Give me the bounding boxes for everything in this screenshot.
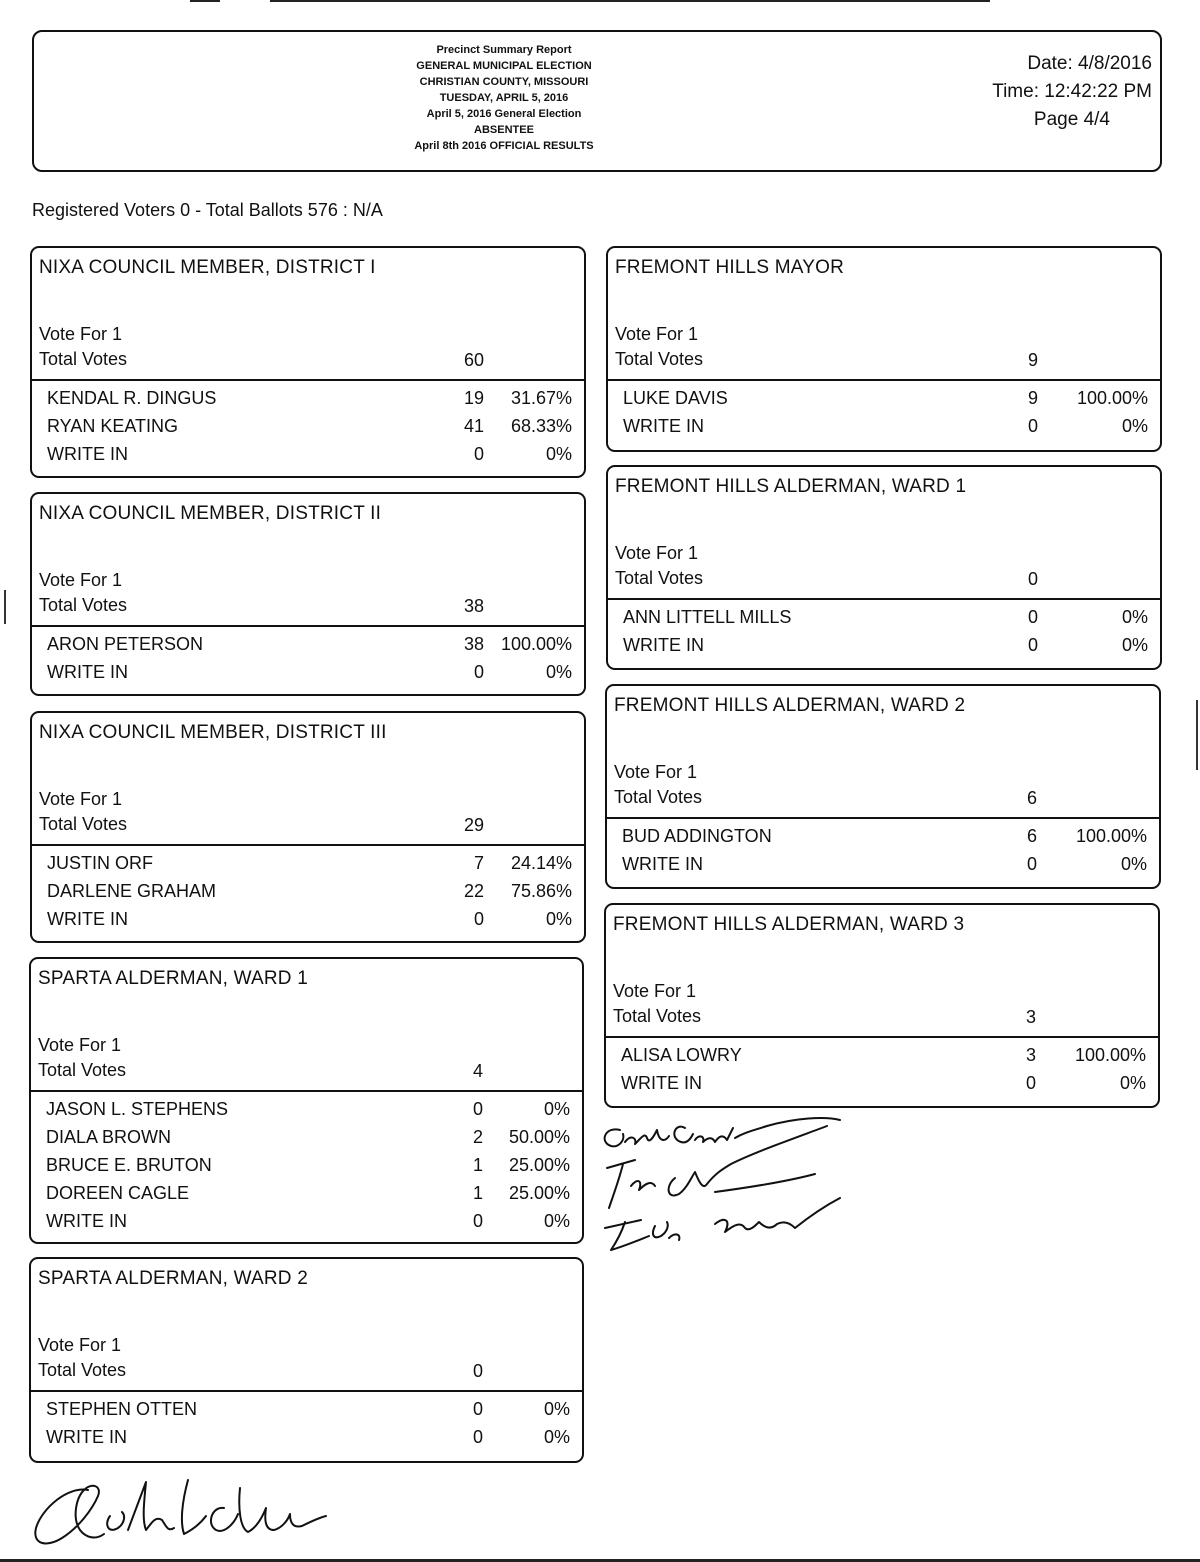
candidate-name: DARLENE GRAHAM: [47, 881, 217, 901]
candidate-percent: 75.86%: [510, 881, 572, 901]
race-title: FREMONT HILLS ALDERMAN, WARD 1: [615, 476, 967, 497]
candidate-name: WRITE IN: [47, 444, 128, 464]
candidate-votes: 0: [472, 1099, 483, 1119]
page-edge-mark: [190, 0, 220, 2]
total-votes-value: 0: [472, 1361, 483, 1381]
candidate-list: [32, 853, 584, 937]
total-votes-label: Total Votes: [38, 1060, 127, 1080]
candidate-list: [607, 826, 1159, 882]
candidate-name: ALISA LOWRY: [621, 1045, 742, 1065]
candidate-percent: 0%: [545, 444, 572, 464]
race-divider: [608, 598, 1160, 600]
candidate-row: [608, 635, 1160, 663]
total-votes-label: Total Votes: [615, 568, 704, 588]
candidate-row: [31, 1099, 582, 1127]
candidate-percent: 100.00%: [500, 634, 572, 654]
candidate-percent: 100.00%: [1074, 1045, 1146, 1065]
race-title: FREMONT HILLS MAYOR: [615, 257, 845, 278]
candidate-row: [32, 634, 584, 662]
candidate-votes: 0: [1027, 607, 1038, 627]
candidate-percent: 100.00%: [1076, 388, 1148, 408]
total-votes-label: Total Votes: [615, 349, 704, 369]
candidate-list: [608, 388, 1160, 444]
candidate-percent: 25.00%: [508, 1183, 570, 1203]
candidate-list: [32, 388, 584, 472]
candidate-name: WRITE IN: [46, 1427, 127, 1447]
candidate-row: [31, 1127, 582, 1155]
report-date: Date: 4/8/2016: [1027, 53, 1152, 74]
election-label: April 5, 2016 General Election: [426, 108, 582, 120]
candidate-name: BRUCE E. BRUTON: [46, 1155, 212, 1175]
handwritten-signatures-group: [595, 1108, 855, 1258]
candidate-votes: 0: [473, 444, 484, 464]
election-name: GENERAL MUNICIPAL ELECTION: [416, 60, 592, 72]
race-divider: [607, 817, 1159, 819]
race-box: [30, 246, 586, 478]
candidate-name: JASON L. STEPHENS: [46, 1099, 229, 1119]
candidate-row: [606, 1045, 1158, 1073]
race-divider: [32, 625, 584, 627]
race-box: [30, 711, 586, 943]
candidate-percent: 68.33%: [510, 416, 572, 436]
total-votes-label: Total Votes: [38, 1360, 127, 1380]
candidate-votes: 0: [1027, 416, 1038, 436]
race-title: SPARTA ALDERMAN, WARD 1: [38, 968, 308, 989]
candidate-row: [32, 909, 584, 937]
candidate-list: [31, 1399, 582, 1455]
candidate-votes: 38: [463, 634, 484, 654]
candidate-votes: 19: [463, 388, 484, 408]
total-votes-label: Total Votes: [614, 787, 703, 807]
race-title: FREMONT HILLS ALDERMAN, WARD 3: [613, 914, 965, 935]
candidate-name: RYAN KEATING: [47, 416, 179, 436]
candidate-name: BUD ADDINGTON: [622, 826, 772, 846]
candidate-percent: 0%: [545, 909, 572, 929]
candidate-percent: 0%: [543, 1427, 570, 1447]
candidate-name: ARON PETERSON: [47, 634, 204, 654]
page-number: Page 4/4: [1033, 109, 1110, 130]
report-meta: [952, 50, 1152, 134]
candidate-votes: 0: [472, 1427, 483, 1447]
candidate-row: [606, 1073, 1158, 1101]
total-votes-label: Total Votes: [39, 595, 128, 615]
signature-1: [605, 1118, 840, 1146]
candidate-row: [608, 388, 1160, 416]
candidate-percent: 0%: [543, 1099, 570, 1119]
page-edge-left: [4, 590, 6, 624]
candidate-name: LUKE DAVIS: [623, 388, 728, 408]
race-title: SPARTA ALDERMAN, WARD 2: [38, 1268, 308, 1289]
candidate-votes: 1: [472, 1183, 483, 1203]
total-votes-value: 9: [1027, 350, 1038, 370]
candidate-row: [32, 444, 584, 472]
candidate-votes: 0: [1025, 1073, 1036, 1093]
race-box: [605, 684, 1161, 889]
vote-for-label: Vote For 1: [38, 1335, 122, 1355]
ballot-type: ABSENTEE: [474, 124, 534, 136]
page-edge-right: [1196, 700, 1198, 770]
race-box: [606, 465, 1162, 670]
candidate-votes: 7: [473, 853, 484, 873]
candidate-percent: 0%: [545, 662, 572, 682]
vote-for-label: Vote For 1: [39, 570, 123, 590]
candidate-list: [32, 634, 584, 690]
candidate-votes: 0: [473, 909, 484, 929]
race-box: [29, 957, 584, 1244]
race-divider: [606, 1036, 1158, 1038]
candidate-percent: 50.00%: [508, 1127, 570, 1147]
candidate-list: [31, 1099, 582, 1239]
race-box: [30, 492, 586, 696]
race-box: [604, 903, 1160, 1108]
race-divider: [31, 1390, 582, 1392]
total-votes-label: Total Votes: [613, 1006, 702, 1026]
candidate-percent: 0%: [1120, 854, 1147, 874]
candidate-name: DIALA BROWN: [46, 1127, 172, 1147]
candidate-name: DOREEN CAGLE: [46, 1183, 190, 1203]
candidate-percent: 0%: [543, 1399, 570, 1419]
total-votes-value: 38: [463, 596, 484, 616]
candidate-row: [32, 881, 584, 909]
candidate-percent: 25.00%: [508, 1155, 570, 1175]
candidate-votes: 41: [463, 416, 484, 436]
candidate-percent: 24.14%: [510, 853, 572, 873]
race-divider: [32, 379, 584, 381]
candidate-percent: 0%: [1121, 635, 1148, 655]
page-edge-top: [270, 0, 990, 2]
candidate-row: [607, 854, 1159, 882]
candidate-row: [32, 662, 584, 690]
candidate-row: [32, 388, 584, 416]
vote-for-label: Vote For 1: [613, 981, 697, 1001]
race-box: [606, 246, 1162, 452]
candidate-votes: 9: [1027, 388, 1038, 408]
county-name: CHRISTIAN COUNTY, MISSOURI: [419, 76, 589, 88]
candidate-votes: 2: [472, 1127, 483, 1147]
candidate-row: [607, 826, 1159, 854]
candidate-votes: 0: [473, 662, 484, 682]
results-status: April 8th 2016 OFFICIAL RESULTS: [414, 140, 594, 152]
vote-for-label: Vote For 1: [39, 324, 123, 344]
vote-for-label: Vote For 1: [39, 789, 123, 809]
election-date: TUESDAY, APRIL 5, 2016: [439, 92, 569, 104]
total-votes-value: 0: [1027, 569, 1038, 589]
candidate-percent: 0%: [1121, 416, 1148, 436]
report-header: [32, 30, 1162, 172]
report-title-block: [354, 42, 654, 154]
candidate-name: ANN LITTELL MILLS: [623, 607, 792, 627]
candidate-votes: 0: [1026, 854, 1037, 874]
race-box: [29, 1257, 584, 1463]
candidate-percent: 100.00%: [1075, 826, 1147, 846]
candidate-row: [31, 1427, 582, 1455]
race-title: NIXA COUNCIL MEMBER, DISTRICT II: [39, 503, 382, 524]
candidate-row: [31, 1399, 582, 1427]
total-votes-value: 60: [463, 350, 484, 370]
candidate-row: [32, 853, 584, 881]
candidate-row: [31, 1155, 582, 1183]
report-title: Precinct Summary Report: [436, 44, 572, 56]
candidate-name: KENDAL R. DINGUS: [47, 388, 217, 408]
handwritten-signature-bottom: [28, 1468, 358, 1560]
candidate-votes: 0: [472, 1399, 483, 1419]
candidate-list: [606, 1045, 1158, 1101]
vote-for-label: Vote For 1: [38, 1035, 122, 1055]
candidate-row: [608, 416, 1160, 444]
candidate-percent: 0%: [1119, 1073, 1146, 1093]
race-title: NIXA COUNCIL MEMBER, DISTRICT I: [39, 257, 376, 278]
total-votes-value: 3: [1025, 1007, 1036, 1027]
vote-for-label: Vote For 1: [615, 324, 699, 344]
candidate-percent: 0%: [1121, 607, 1148, 627]
total-votes-value: 29: [463, 815, 484, 835]
candidate-name: WRITE IN: [623, 416, 704, 436]
total-votes-value: 4: [472, 1061, 483, 1081]
candidate-row: [608, 607, 1160, 635]
total-votes-value: 6: [1026, 788, 1037, 808]
candidate-votes: 6: [1026, 826, 1037, 846]
candidate-votes: 0: [472, 1211, 483, 1231]
candidate-votes: 3: [1025, 1045, 1036, 1065]
race-title: NIXA COUNCIL MEMBER, DISTRICT III: [39, 722, 387, 743]
registered-voters-summary: Registered Voters 0 - Total Ballots 576 : N/A: [32, 200, 383, 220]
vote-for-label: Vote For 1: [614, 762, 698, 782]
candidate-votes: 22: [463, 881, 484, 901]
candidate-row: [31, 1211, 582, 1239]
race-divider: [31, 1090, 582, 1092]
report-time: Time: 12:42:22 PM: [992, 81, 1152, 102]
candidate-name: WRITE IN: [622, 854, 703, 874]
candidate-name: WRITE IN: [47, 662, 128, 682]
candidate-name: WRITE IN: [623, 635, 704, 655]
candidate-percent: 0%: [543, 1211, 570, 1231]
candidate-row: [32, 416, 584, 444]
race-divider: [32, 844, 584, 846]
candidate-name: WRITE IN: [47, 909, 128, 929]
candidate-votes: 1: [472, 1155, 483, 1175]
candidate-name: STEPHEN OTTEN: [46, 1399, 198, 1419]
total-votes-label: Total Votes: [39, 349, 128, 369]
candidate-percent: 31.67%: [510, 388, 572, 408]
candidate-name: WRITE IN: [46, 1211, 127, 1231]
candidate-name: WRITE IN: [621, 1073, 702, 1093]
total-votes-label: Total Votes: [39, 814, 128, 834]
race-title: FREMONT HILLS ALDERMAN, WARD 2: [614, 695, 966, 716]
candidate-votes: 0: [1027, 635, 1038, 655]
vote-for-label: Vote For 1: [615, 543, 699, 563]
candidate-name: JUSTIN ORF: [47, 853, 153, 873]
signature-3: [605, 1198, 840, 1250]
race-divider: [608, 379, 1160, 381]
candidate-list: [608, 607, 1160, 663]
candidate-row: [31, 1183, 582, 1211]
